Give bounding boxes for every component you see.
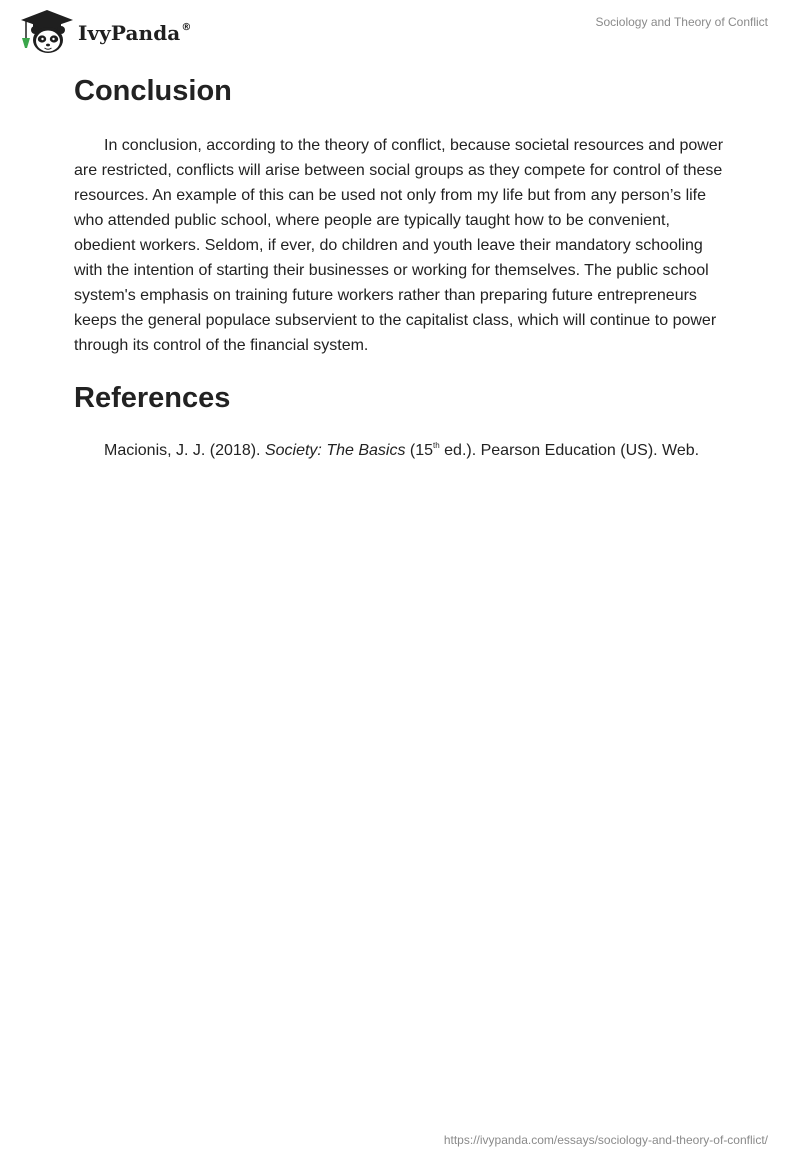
source-url[interactable]: https://ivypanda.com/essays/sociology-and-theory-of-conflict/ — [443, 1133, 768, 1147]
reference-entry — [74, 438, 730, 464]
reference-edition: (15 — [405, 442, 434, 459]
conclusion-heading: Conclusion — [74, 75, 232, 107]
reference-title: Society: The Basics — [264, 442, 406, 459]
registered-mark: ® — [181, 22, 192, 34]
running-title: Sociology and Theory of Conflict — [595, 15, 768, 29]
reference-edition-suffix: th — [433, 440, 440, 450]
document-body — [74, 72, 730, 464]
brand-name-text: IvyPanda — [78, 21, 181, 45]
panda-graduate-icon — [16, 8, 74, 56]
conclusion-paragraph: In conclusion, according to the theory of conflict, because societal resources and power are restricted, conflicts will arise between social groups as they compete for control of these resources. An example of this can be used not only from my life but from any person’s life who attended public school, where people are typically taught how to be convenient, obedient workers. Seldom, if ever, do children and youth leave their mandatory schooling with the intention of starting their businesses or working for themselves. The public school system's emphasis on training future workers rather than preparing future entrepreneurs keeps the general populace subservient to the capitalist class, which will continue to power through its control of the financial system. — [74, 137, 724, 354]
ivypanda-logo[interactable] — [16, 8, 191, 56]
reference-publisher: ed.). Pearson Education (US). Web. — [439, 442, 700, 459]
page-header — [0, 0, 800, 60]
brand-name — [78, 21, 191, 45]
reference-authors-year: Macionis, J. J. (2018). — [104, 442, 265, 459]
references-heading: References — [74, 382, 231, 414]
